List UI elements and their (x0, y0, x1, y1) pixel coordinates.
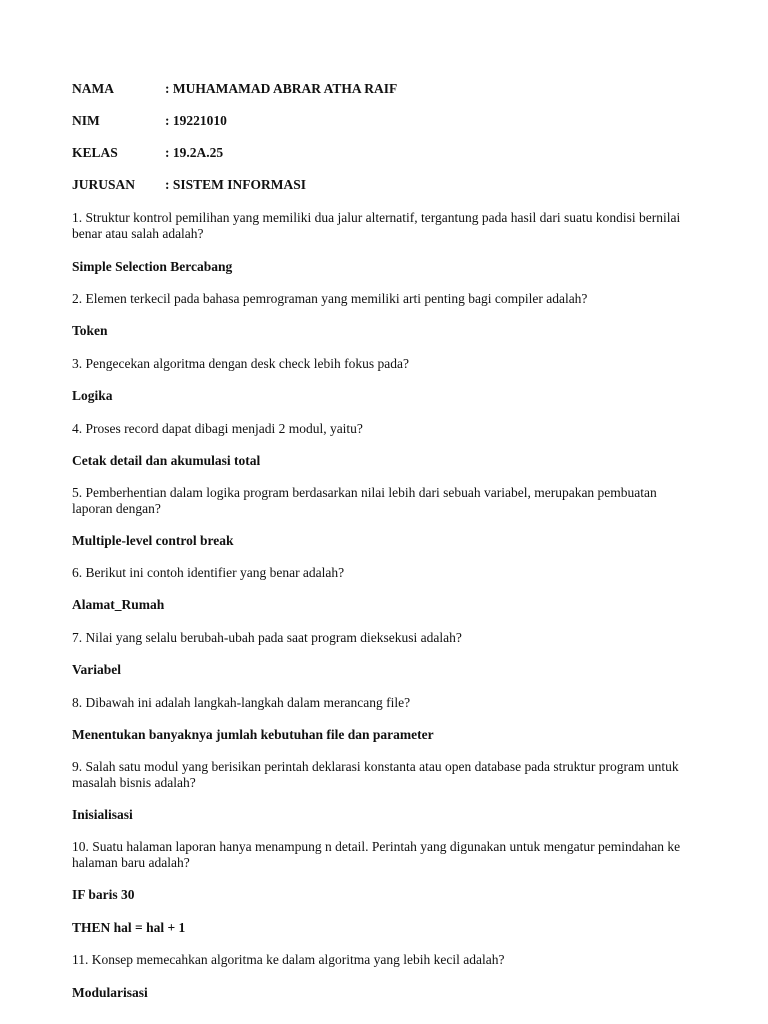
answer-2: Token (72, 323, 108, 338)
info-jurusan (72, 177, 306, 193)
answer-4: Cetak detail dan akumulasi total (72, 453, 261, 468)
info-kelas (72, 145, 223, 161)
info-nim-label: NIM (72, 113, 100, 128)
info-nama (72, 81, 397, 97)
question-10: 10. Suatu halaman laporan hanya menampung n detail. Perintah yang digunakan untuk mengatur pemindahan ke halaman baru adalah? (72, 839, 681, 870)
question-5: 5. Pemberhentian dalam logika program berdasarkan nilai lebih dari sebuah variabel, merupakan pembuatan laporan dengan? (72, 485, 657, 516)
answer-9: Inisialisasi (72, 807, 133, 822)
question-4: 4. Proses record dapat dibagi menjadi 2 modul, yaitu? (72, 421, 363, 436)
info-kelas-label: KELAS (72, 145, 118, 160)
answer-6: Alamat_Rumah (72, 597, 165, 612)
info-nama-value: : MUHAMAMAD ABRAR ATHA RAIF (165, 81, 398, 96)
question-7: 7. Nilai yang selalu berubah-ubah pada saat program dieksekusi adalah? (72, 630, 462, 645)
info-jurusan-label: JURUSAN (72, 177, 136, 192)
answer-11: Modularisasi (72, 985, 148, 1000)
info-kelas-value: : 19.2A.25 (165, 145, 224, 160)
answer-7: Variabel (72, 662, 122, 677)
info-nim-value: : 19221010 (165, 113, 227, 128)
answer-8: Menentukan banyaknya jumlah kebutuhan file dan parameter (72, 727, 434, 742)
answer-10-line-2: THEN hal = hal + 1 (72, 920, 186, 935)
info-nama-label: NAMA (72, 81, 114, 96)
question-1: 1. Struktur kontrol pemilihan yang memiliki dua jalur alternatif, tergantung pada hasil dari suatu kondisi bernilai benar atau salah adalah? (72, 210, 681, 241)
question-11: 11. Konsep memecahkan algoritma ke dalam algoritma yang lebih kecil adalah? (72, 952, 505, 967)
question-3: 3. Pengecekan algoritma dengan desk check lebih fokus pada? (72, 356, 409, 371)
answer-3: Logika (72, 388, 113, 403)
answer-10-line-1: IF baris 30 (72, 887, 135, 902)
info-nim (72, 113, 227, 129)
info-jurusan-value: : SISTEM INFORMASI (165, 177, 307, 192)
question-6: 6. Berikut ini contoh identifier yang benar adalah? (72, 565, 345, 580)
question-8: 8. Dibawah ini adalah langkah-langkah dalam merancang file? (72, 695, 411, 710)
question-2: 2. Elemen terkecil pada bahasa pemrograman yang memiliki arti penting bagi compiler adalah? (72, 291, 588, 306)
answer-1: Simple Selection Bercabang (72, 259, 233, 274)
answer-5: Multiple-level control break (72, 533, 234, 548)
question-9: 9. Salah satu modul yang berisikan perintah deklarasi konstanta atau open database pada struktur program untuk masalah bisnis adalah? (72, 759, 679, 790)
